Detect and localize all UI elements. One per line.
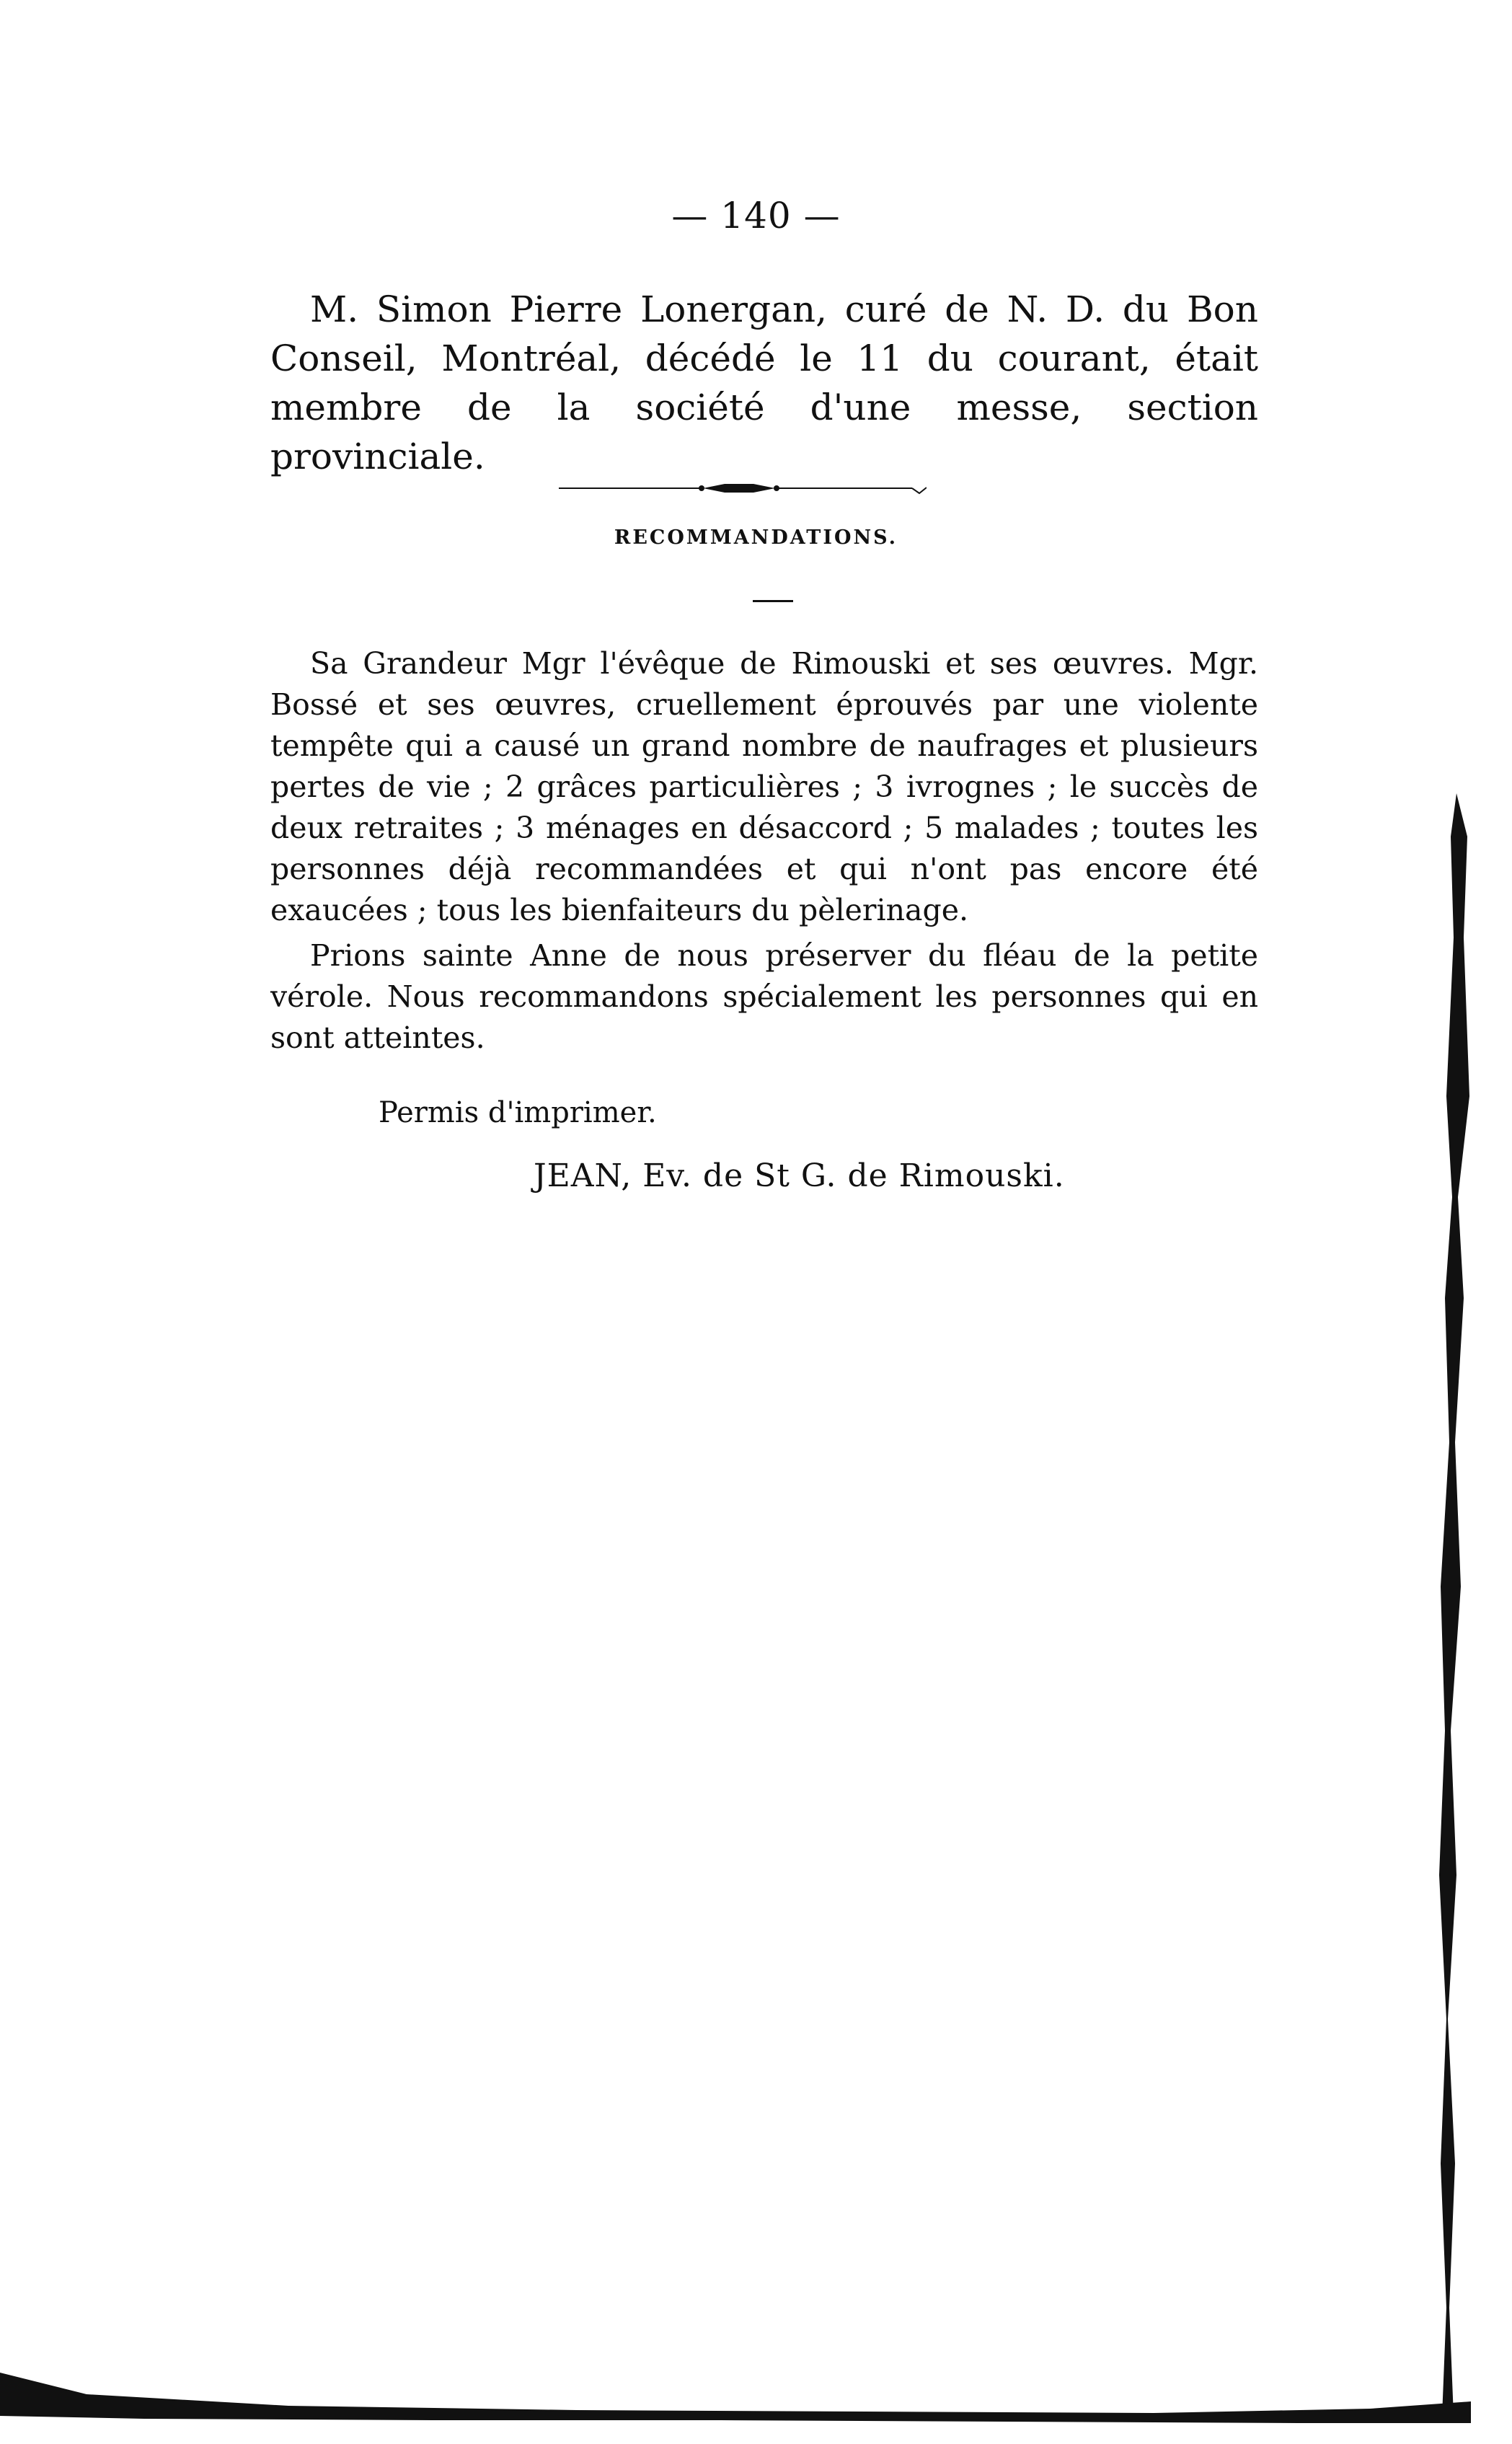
obituary-notice-text: M. Simon Pierre Lonergan, curé de N. D. du Bon Conseil, Montréal, décédé le 11 du courant, était membre de la société d'une messe, section provinciale.	[270, 288, 1258, 477]
ornamental-divider	[559, 477, 927, 499]
recommandations-heading: RECOMMANDATIONS.	[614, 526, 898, 549]
recommandations-paragraph-1: Sa Grandeur Mgr l'évêque de Rimouski et ses œuvres. Mgr. Bossé et ses œuvres, cruellement éprouvés par une violente tempête qui a causé un grand nombre de naufrages et plusieurs pertes de vie ; 2 grâces particulières ; 3 ivrognes ; le succès de deux retraites ; 3 ménages en désaccord ; 5 malades ; toutes les personnes déjà recommandées et qui n'ont pas encore été exaucées ; tous les bienfaiteurs du pèlerinage.	[270, 646, 1258, 927]
recommandations-body	[270, 643, 1258, 1059]
short-rule-divider	[753, 600, 793, 602]
page-edge-shadow-right	[1413, 793, 1471, 2416]
permis-imprimer: Permis d'imprimer.	[379, 1096, 657, 1129]
recommandations-paragraph-2: Prions sainte Anne de nous préserver du fléau de la petite vérole. Nous recommandons spécialement les personnes qui en sont atteintes.	[270, 938, 1258, 1055]
obituary-notice	[270, 285, 1258, 481]
page-edge-shadow-bottom	[0, 2344, 1512, 2438]
bishop-signature: JEAN, Ev. de St G. de Rimouski.	[534, 1157, 1065, 1194]
page-number-header: — 140 —	[671, 195, 841, 237]
